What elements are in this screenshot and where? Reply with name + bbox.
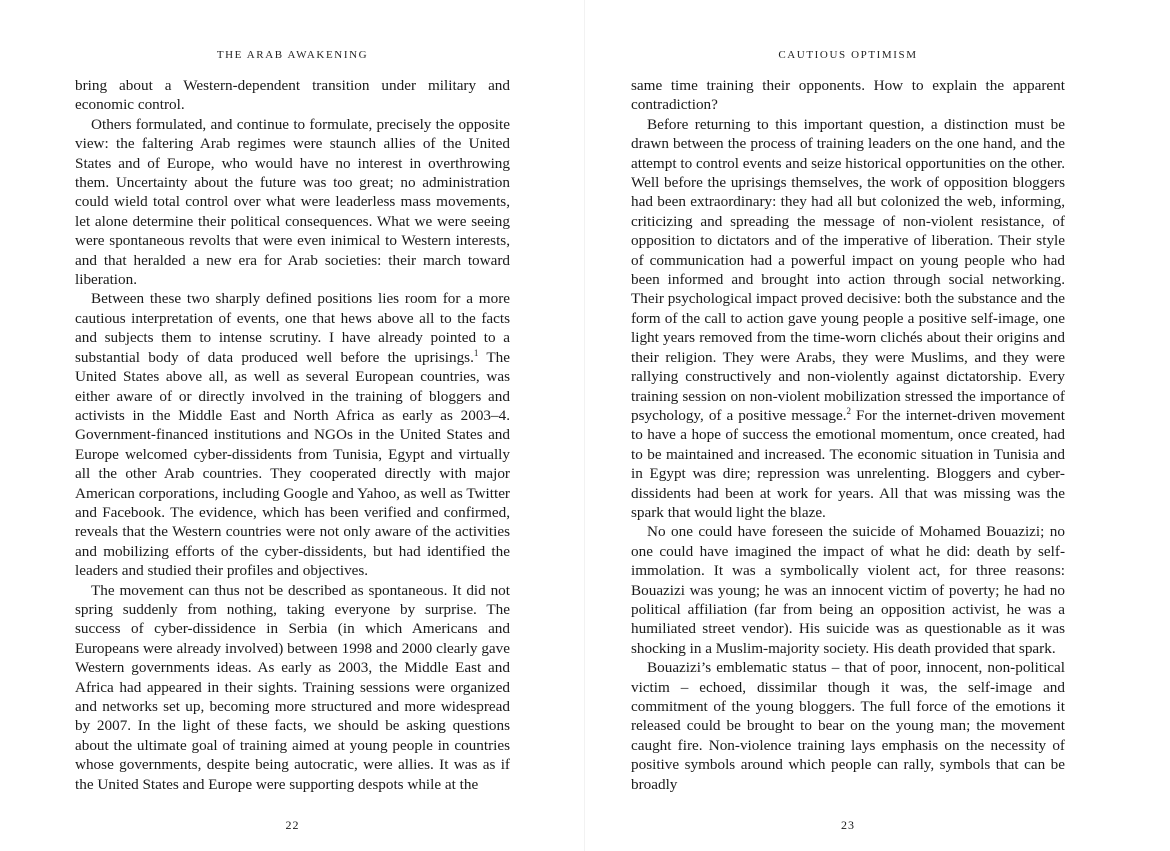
- paragraph: [75, 289, 510, 580]
- paragraph-text: For the internet-driven movement to have a hope of success the emotional momentum, once created, had to be maintained and increased. The economic situation in Tunisia and in Egypt was dire; repression was unrelenting. Bloggers and cyber-dissidents had been at work for years. All that was missing was the spark that would light the blaze.: [631, 406, 1065, 521]
- paragraph: bring about a Western-dependent transition under military and economic control.: [75, 77, 510, 114]
- page-number-right: 23: [841, 818, 855, 832]
- right-page: [585, 0, 1170, 851]
- paragraph-text: Before returning to this important question, a distinction must be drawn between the process of training leaders on the one hand, and the attempt to control events and seize historical opportunities on the other. Well before the uprisings themselves, the work of opposition bloggers had been extraordinary: they had all but colonized the web, informing, criticizing and spreading the message of non-violent resistance, of opposition to dictators and of the imperative of liberation. Their style of communication had a powerful impact on young people who had been informed and brought into action through social networking. Their psychological impact proved decisive: both the substance and the form of the call to action gave young people a positive self-image, one light years removed from the time-worn clichés about their origins and their religion. They were Arabs, they were Muslims, and they were rallying constructively and non-violently against dictatorship. Every training session on non-violent mobilization stressed the importance of psychology, of a positive message.: [631, 115, 1065, 424]
- paragraph: Bouazizi’s emblematic status – that of poor, innocent, non-political victim – echoed, dissimilar though it was, the self-image and commitment of the young bloggers. The full force of the emotions it released could be brought to bear on the young man; the movement caught fire. Non-violence training lays emphasis on the necessity of positive symbols around which people can rally, symbols that can be broadly: [631, 659, 1065, 793]
- paragraph-text: The United States above all, as well as several European countries, was either aware of or directly involved in the training of bloggers and activists in the Middle East and North Africa as early as 2003–4. Government-financed institutions and NGOs in the United States and Europe welcomed cyber-dissidents from Tunisia, Egypt and virtually all the other Arab countries. They cooperated directly with major American corporations, including Google and Yahoo, as well as Twitter and Facebook. The evidence, which has been verified and confirmed, reveals that the Western countries were not only aware of the activities and mobilizing efforts of the cyber-dissidents, but had identified the leaders and studied their profiles and objectives.: [75, 348, 510, 580]
- left-page-body: [75, 76, 510, 794]
- paragraph-text: Between these two sharply defined positions lies room for a more cautious interpretation of events, one that hews above all to the facts and subjects them to intense scrutiny. I have already pointed to a substantial body of data produced well before the uprisings.: [75, 290, 510, 366]
- running-head-right: CAUTIOUS OPTIMISM: [778, 49, 918, 61]
- footnote-marker: 1: [473, 347, 479, 358]
- paragraph: The movement can thus not be described as spontaneous. It did not spring suddenly from nothing, taking everyone by surprise. The success of cyber-dissidence in Serbia (in which Americans and Europeans were already involved) between 1998 and 2000 clearly gave Western governments ideas. As early as 2003, the Middle East and Africa had appeared in their sights. Training sessions were organized and networks set up, becoming more structured and more widespread by 2007. In the light of these facts, we should be asking questions about the ultimate goal of training aimed at young people in countries whose governments, despite being autocratic, were allies. It was as if the United States and Europe were supporting despots while at the: [75, 581, 510, 793]
- paragraph: Others formulated, and continue to formulate, precisely the opposite view: the faltering Arab regimes were staunch allies of the United States and of Europe, who would have no interest in overthrowing them. Uncertainty about the future was too great; no administration could wield total control over what were leaderless mass movements, let alone determine their political consequences. What we were seeing were spontaneous revolts that were even inimical to Western interests, and that heralded a new era for Arab societies: their march toward liberation.: [75, 115, 510, 289]
- footnote-marker: 2: [846, 405, 852, 416]
- running-head-left: THE ARAB AWAKENING: [216, 49, 369, 61]
- paragraph: same time training their opponents. How to explain the apparent contradiction?: [631, 77, 1065, 114]
- right-page-body: [631, 76, 1065, 794]
- paragraph: [631, 115, 1065, 523]
- page-number-left: 22: [285, 818, 300, 832]
- paragraph: No one could have foreseen the suicide of Mohamed Bouazizi; no one could have imagined the impact of what he did: death by self-immolation. It was a symbolically violent act, for three reasons: Bouazizi was young; he was an innocent victim of poverty; he had no political affiliation (far from being an opposition activist, he was a humiliated street vendor). His suicide was as questionable as it was shocking in a Muslim-majority society. His death provided that spark.: [631, 523, 1065, 657]
